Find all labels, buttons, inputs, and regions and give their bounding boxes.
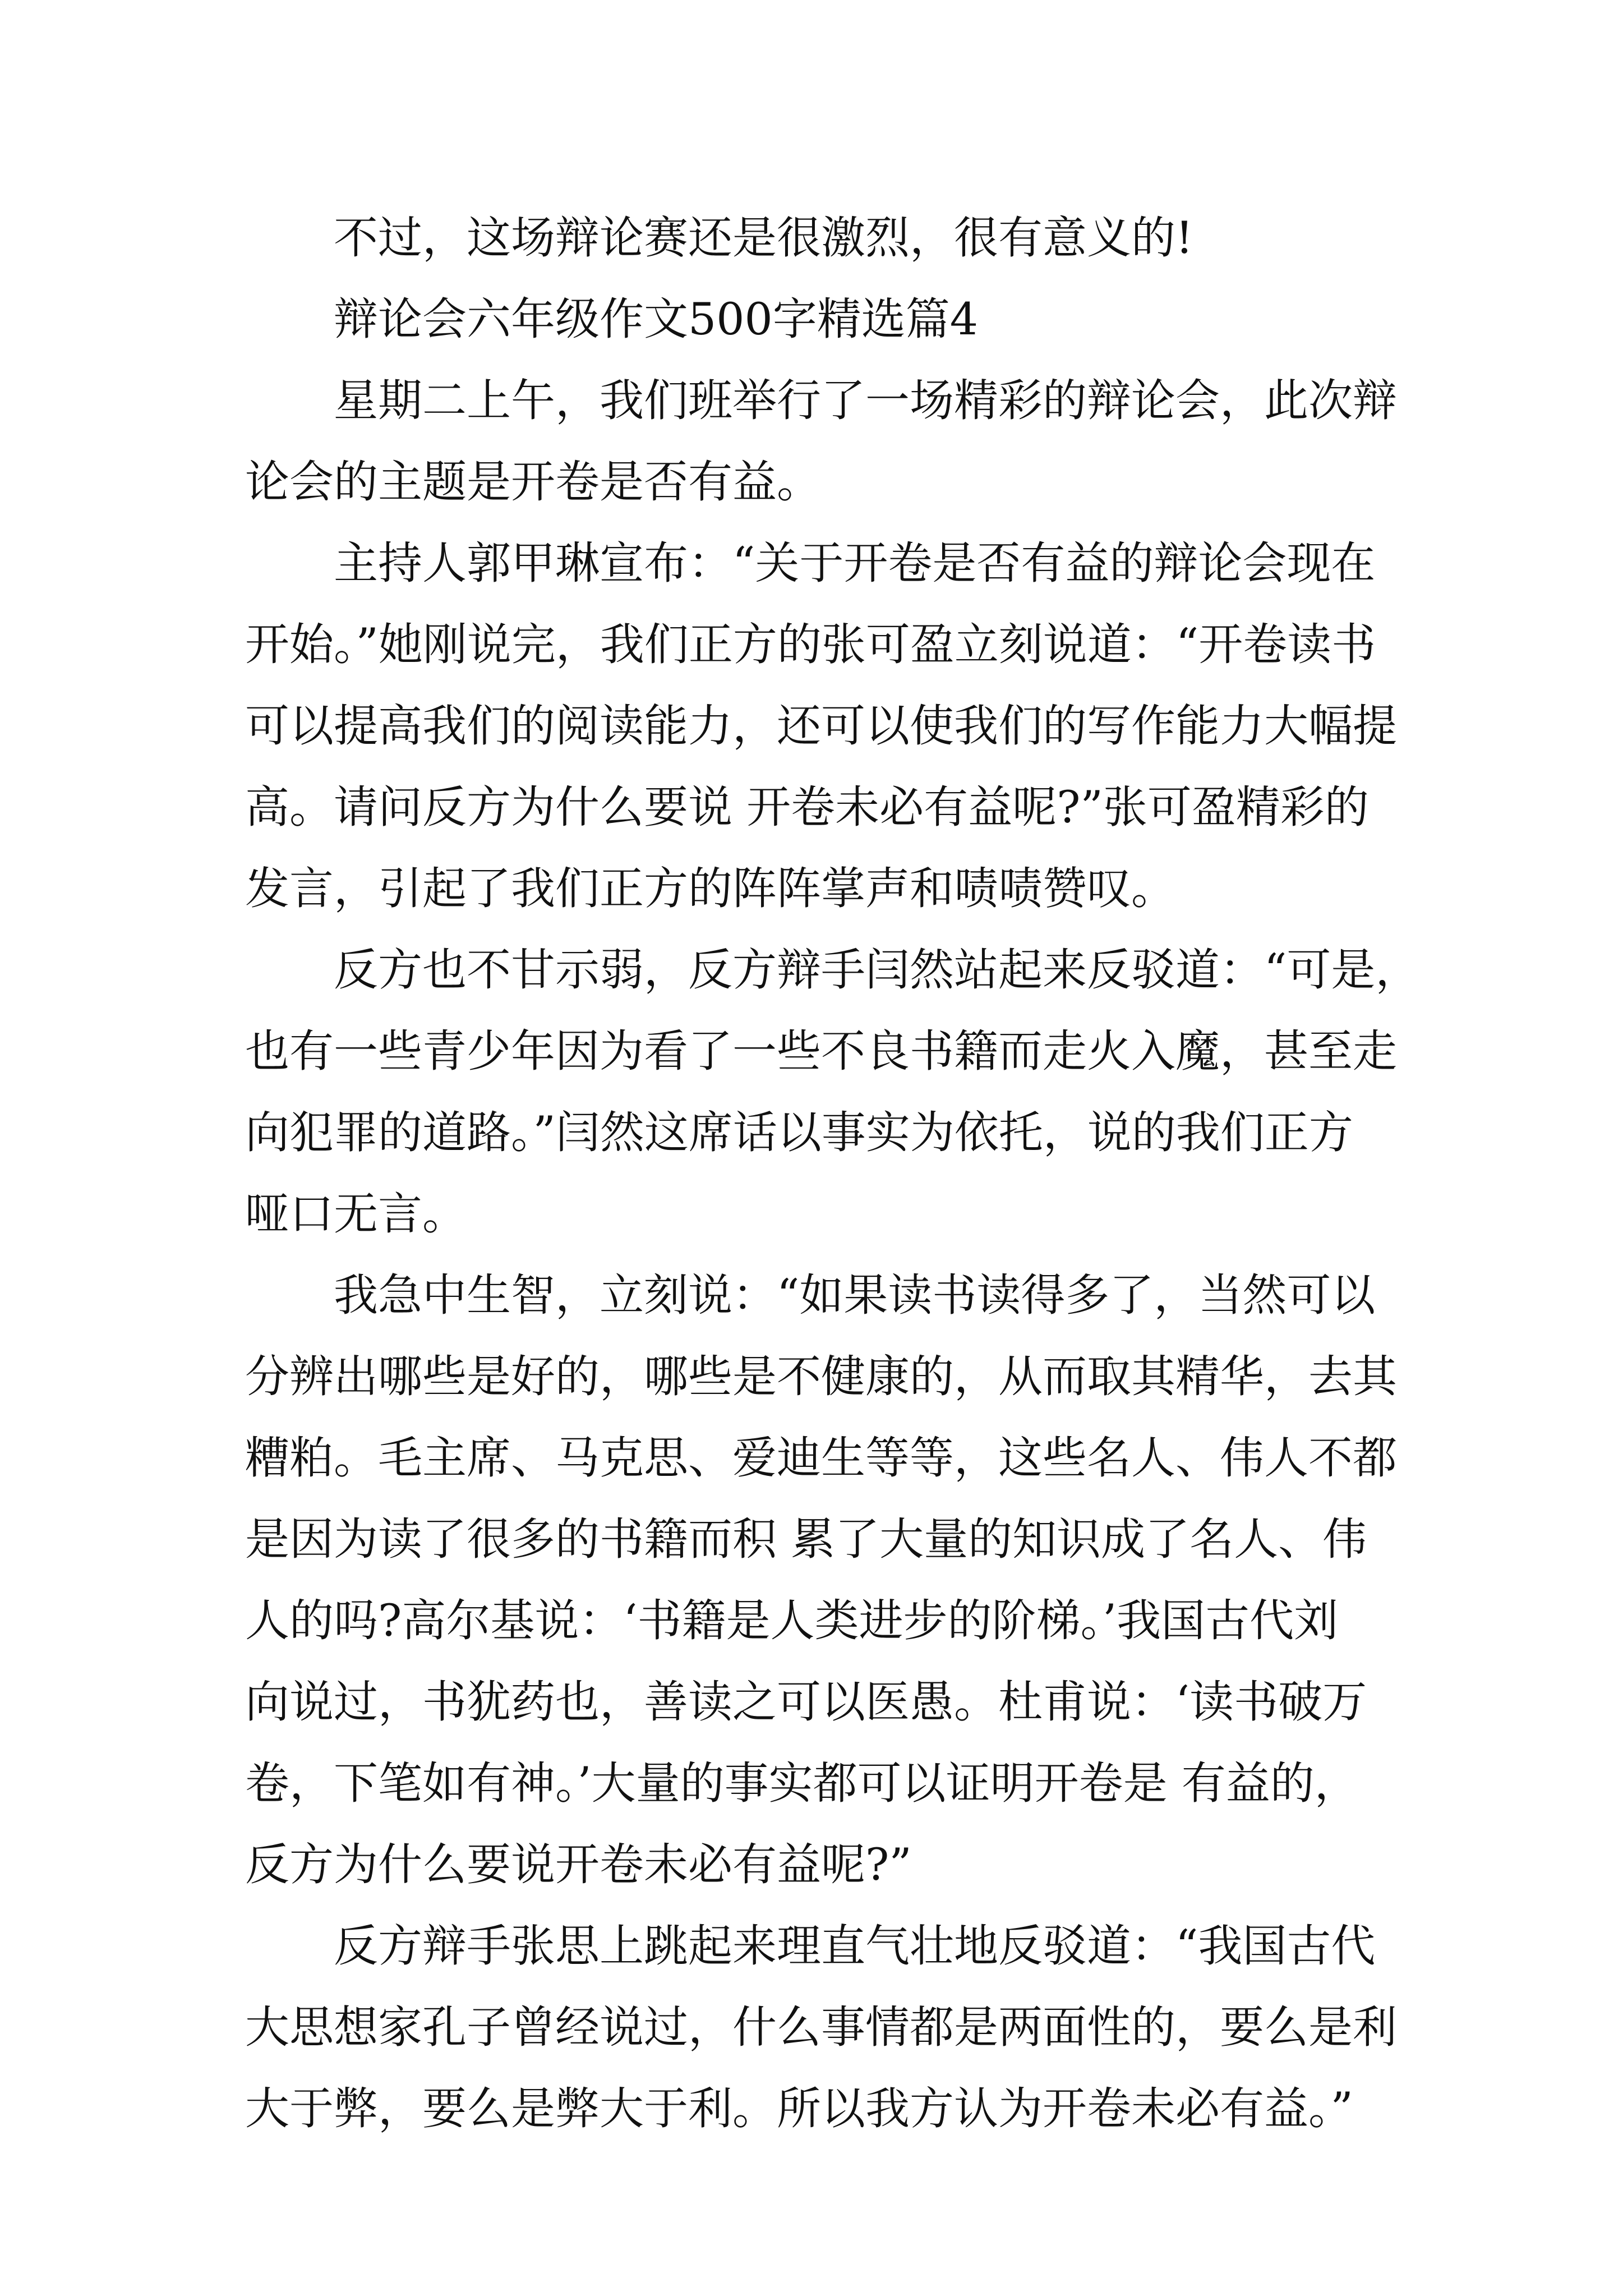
text-line: 发言，引起了我们正方的阵阵掌声和啧啧赞叹。	[245, 863, 1175, 914]
text-line: 主持人郭甲琳宣布：“关于开卷是否有益的辩论会现在	[245, 537, 1376, 589]
text-line: 高。请问反方为什么要说 开卷未必有益呢?”张可盈精彩的	[245, 781, 1369, 833]
text-line: 大于弊，要么是弊大于利。所以我方认为开卷未必有益。”	[245, 2083, 1353, 2134]
text-line: 也有一些青少年因为看了一些不良书籍而走火入魔，甚至走	[245, 1025, 1397, 1077]
section-heading: 辩论会六年级作文500字精选篇4	[245, 293, 979, 345]
document-body	[245, 197, 1420, 2150]
text-line: 论会的主题是开卷是否有益。	[245, 456, 821, 508]
text-line: 开始。”她刚说完，我们正方的张可盈立刻说道：“开卷读书	[245, 619, 1376, 670]
text-line: 向犯罪的道路。”闫然这席话以事实为依托，说的我们正方	[245, 1107, 1353, 1158]
text-line: 哑口无言。	[245, 1188, 467, 1240]
text-line: 可以提高我们的阅读能力，还可以使我们的写作能力大幅提	[245, 700, 1397, 752]
text-line: 反方辩手张思上跳起来理直气壮地反驳道：“我国古代	[245, 1920, 1376, 1972]
text-line: 分辨出哪些是好的，哪些是不健康的，从而取其精华，去其	[245, 1351, 1397, 1402]
text-line: 星期二上午，我们班举行了一场精彩的辩论会，此次辩	[245, 375, 1397, 426]
text-line: 向说过，书犹药也，善读之可以医愚。杜甫说：‘读书破万	[245, 1676, 1367, 1728]
text-line: 卷，下笔如有神。’大量的事实都可以证明开卷是 有益的，	[245, 1757, 1359, 1809]
text-line: 不过，这场辩论赛还是很激烈，很有意义的!	[245, 212, 1193, 264]
text-line: 我急中生智，立刻说：“如果读书读得多了，当然可以	[245, 1269, 1376, 1321]
text-line: 大思想家孔子曾经说过，什么事情都是两面性的，要么是利	[245, 2001, 1397, 2053]
text-line: 反方也不甘示弱，反方辩手闫然站起来反驳道：“可是，	[245, 944, 1420, 996]
text-line: 糟粕。毛主席、马克思、爱迪生等等，这些名人、伟人不都	[245, 1432, 1397, 1484]
text-line: 人的吗?高尔基说：‘书籍是人类进步的阶梯。’我国古代刘	[245, 1595, 1339, 1646]
text-line: 反方为什么要说开卷未必有益呢?”	[245, 1839, 912, 1890]
text-line: 是因为读了很多的书籍而积 累了大量的知识成了名人、伟	[245, 1513, 1367, 1565]
